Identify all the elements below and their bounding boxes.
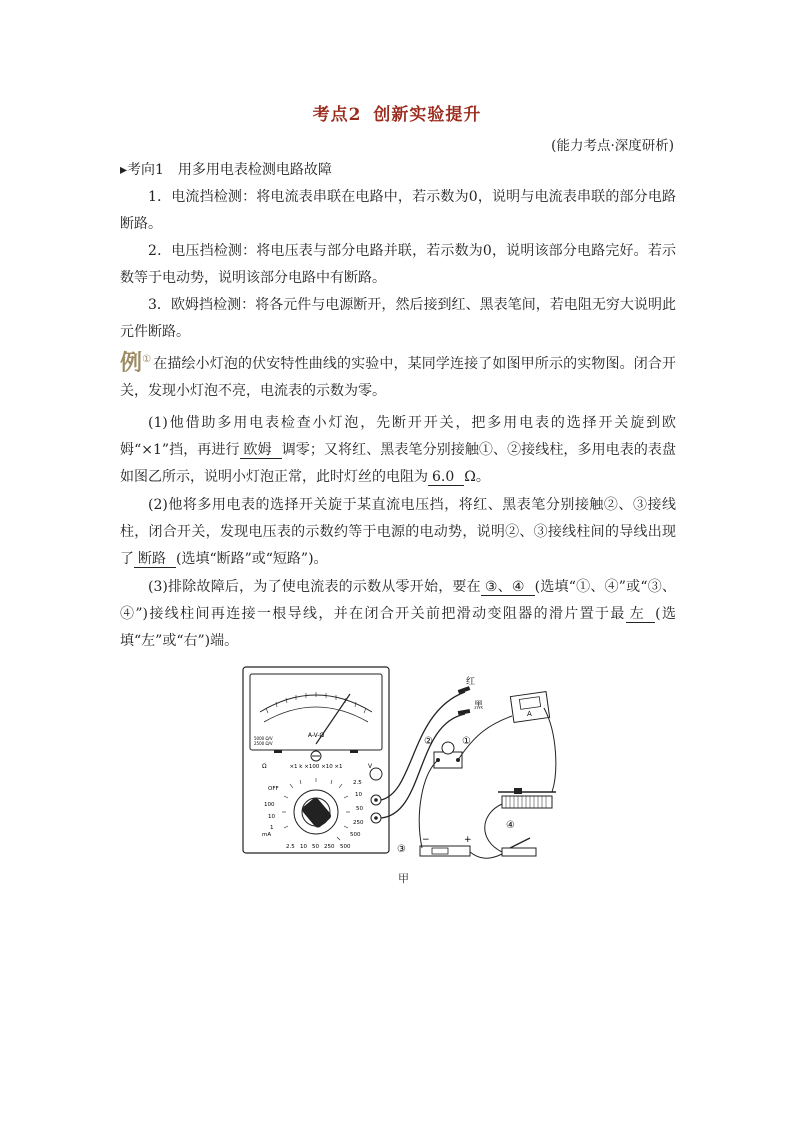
difficulty-tag: (能力考点·深度研析)	[551, 138, 674, 154]
bottom-scale-5: 500	[340, 844, 351, 850]
black-label: 黑	[474, 701, 484, 711]
wire-battery-switch	[470, 852, 502, 858]
terminal-1-label: ①	[462, 736, 471, 747]
v-symbol: V	[368, 763, 373, 770]
battery-plus: +	[464, 835, 472, 845]
red-label: 红	[466, 677, 476, 687]
q3-text-c: (选填“左”或“右”)端。	[120, 606, 677, 649]
right-scale-4: 250	[353, 820, 364, 826]
left-scale-3: 1	[270, 825, 274, 831]
right-scale-5: 500	[350, 832, 361, 838]
bulb-icon	[442, 742, 454, 754]
bottom-scale-3: 50	[312, 844, 319, 850]
ohm-per-volt-note: 5000 Ω/V	[254, 736, 273, 741]
range-ohm-text: ×1 k ×100 ×10 ×1	[289, 764, 343, 770]
question-2	[120, 492, 676, 573]
switch-lever	[510, 838, 530, 848]
section-title	[0, 100, 794, 125]
ammeter-label: A	[527, 710, 532, 718]
wire-rheostat-switch	[485, 804, 502, 852]
q3-text-a: (3)排除故障后，为了使电流表的示数从零开始，要在	[148, 579, 481, 595]
q2-answer: 断路	[134, 551, 176, 568]
right-scale-2: 10	[355, 792, 362, 798]
direction-heading: ▸考向1 用多用电表检测电路故障	[120, 162, 332, 178]
battery-minus: −	[422, 835, 430, 845]
bottom-scale-2: 10	[300, 844, 307, 850]
q1-text-b: 调零；又将红、黑表笔分别接触①、②接线柱，多用电表的表盘如图乙所示，说明小灯泡正常，此时灯丝的电阻为	[120, 442, 677, 485]
q2-text-a: (2)他将多用电表的选择开关旋于某直流电压挡，将红、黑表笔分别接触②、③接线柱，闭合开关，发现电压表的示数约等于电源的电动势，说明②、③接线柱间的导线出现了	[120, 497, 676, 567]
figure-caption: 甲	[398, 872, 409, 885]
example-mark: 例	[120, 350, 143, 376]
example-stem	[120, 346, 676, 405]
rheostat-coil	[502, 796, 552, 808]
ohm-per-volt-note-2: 2500 Ω/V	[254, 741, 273, 746]
right-scale-3: 50	[356, 806, 363, 812]
right-scale-1: 2.5	[353, 780, 362, 786]
wire-ammeter-rheostat	[544, 708, 556, 792]
question-3	[120, 574, 676, 655]
method-3: 3．欧姆挡检测：将各元件与电源断开，然后接到红、黑表笔间，若电阻无穷大说明此元件断路。	[120, 297, 676, 340]
method-1: 1．电流挡检测：将电流表串联在电路中，若示数为0，说明与电流表串联的部分电路断路。	[120, 189, 676, 232]
q3-answer-2: 左	[626, 606, 655, 623]
example-stem-text: 在描绘小灯泡的伏安特性曲线的实验中，某同学连接了如图甲所示的实物图。闭合开关，发现小灯泡不亮，电流表的示数为零。	[120, 356, 676, 399]
example-number: ①	[142, 354, 152, 365]
q1-answer-1: 欧姆	[240, 442, 282, 459]
left-scale-1: 100	[264, 802, 275, 808]
left-scale-unit: mA	[262, 832, 272, 838]
rheostat-slider	[514, 788, 522, 794]
section-title-number: 考点2	[312, 105, 362, 125]
terminal-2-label: ②	[424, 736, 433, 747]
question-1	[120, 410, 676, 491]
q1-text-c: Ω。	[464, 469, 490, 485]
switch-base	[502, 848, 536, 856]
bottom-scale-4: 250	[324, 844, 335, 850]
off-label: OFF	[268, 786, 279, 792]
battery-cell-icon	[370, 768, 382, 780]
q1-answer-2: 6.0	[428, 469, 464, 486]
q2-text-b: (选填“断路”或“短路”)。	[176, 551, 328, 567]
method-2: 2．电压挡检测：将电压表与部分电路并联，若示数为0，说明该部分电路完好。若示数等于电动势，说明该部分电路中有断路。	[120, 243, 676, 286]
terminal-3-label: ③	[397, 844, 406, 855]
section-title-text: 创新实验提升	[373, 105, 482, 125]
q3-answer-1: ③、④	[481, 579, 535, 596]
q1-text-a: (1)他借助多用电表检查小灯泡，先断开开关，把多用电表的选择开关旋到欧姆“×1”挡，再进行	[120, 415, 676, 458]
meter-label: A-V-Ω	[307, 732, 325, 739]
circuit-figure	[240, 664, 560, 864]
left-scale-2: 10	[268, 814, 275, 820]
ohm-symbol: Ω	[262, 763, 267, 770]
q3-text-b: (选填“①、④”或“③、④”)接线柱间再连接一根导线，并在闭合开关前把滑动变阻器的滑片置于最	[120, 579, 676, 622]
terminal-4-label: ④	[506, 820, 515, 831]
bottom-scale-1: 2.5	[286, 844, 295, 850]
